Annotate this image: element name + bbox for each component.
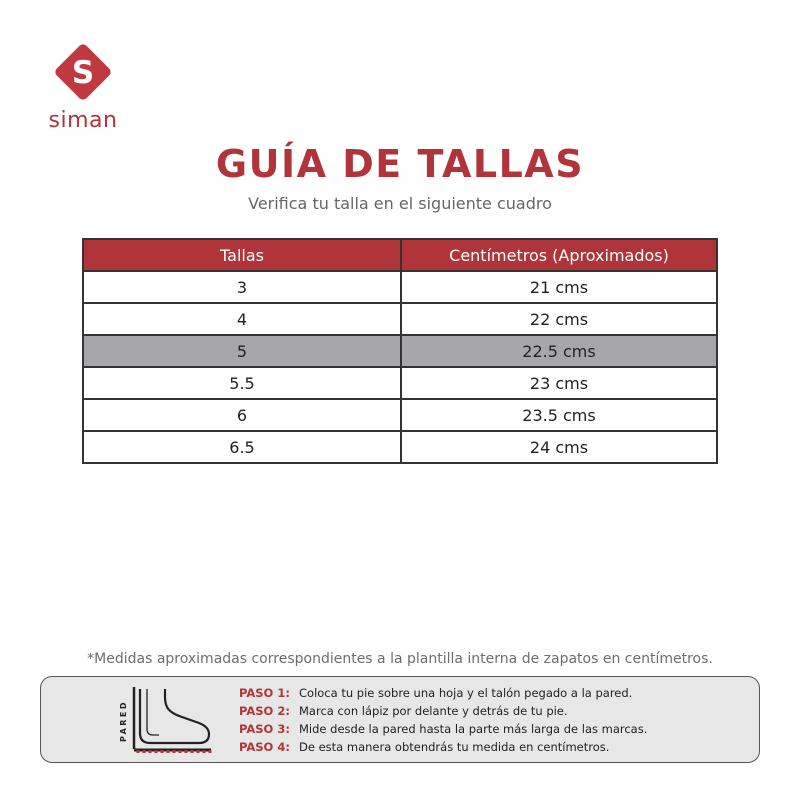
page-subtitle: Verifica tu talla en el siguiente cuadro (248, 194, 552, 213)
table-header-row (83, 239, 717, 271)
step-text: Coloca tu pie sobre una hoja y el talón pegado a la pared. (299, 686, 633, 700)
size-cell: 3 (83, 271, 401, 303)
brand-name: siman (48, 108, 118, 133)
step-text: Mide desde la pared hasta la parte más larga de las marcas. (299, 722, 648, 736)
step-label: PASO 2: (239, 704, 290, 718)
step-item (239, 738, 647, 756)
table-row (83, 271, 717, 303)
wall-label: PARED (119, 699, 128, 743)
table-row-highlighted (83, 335, 717, 367)
page-title: GUÍA DE TALLAS (215, 142, 585, 186)
step-item (239, 720, 647, 738)
siman-logo (47, 42, 119, 134)
size-cell: 6.5 (83, 431, 401, 463)
measurement-footnote: *Medidas aproximadas correspondientes a la plantilla interna de zapatos en centímetros. (87, 651, 713, 667)
cm-cell: 22 cms (401, 303, 717, 335)
table-row (83, 303, 717, 335)
step-item (239, 684, 647, 702)
cm-cell: 22.5 cms (401, 335, 717, 367)
table-row (83, 367, 717, 399)
column-header-tallas: Tallas (83, 239, 401, 271)
cm-cell: 23.5 cms (401, 399, 717, 431)
foot-against-wall-icon (117, 685, 217, 757)
size-cell: 6 (83, 399, 401, 431)
column-header-centimetros: Centímetros (Aproximados) (401, 239, 717, 271)
siman-logo-icon (53, 42, 113, 102)
step-text: Marca con lápiz por delante y detrás de tu pie. (299, 704, 568, 718)
step-label: PASO 3: (239, 722, 290, 736)
table-row (83, 399, 717, 431)
instructions-panel (40, 676, 760, 763)
step-text: De esta manera obtendrás tu medida en centímetros. (299, 740, 610, 754)
cm-cell: 24 cms (401, 431, 717, 463)
size-cell: 5 (83, 335, 401, 367)
step-label: PASO 4: (239, 740, 290, 754)
size-cell: 5.5 (83, 367, 401, 399)
size-cell: 4 (83, 303, 401, 335)
step-label: PASO 1: (239, 686, 290, 700)
size-chart-table (82, 238, 718, 464)
steps-list (239, 684, 647, 756)
table-row (83, 431, 717, 463)
logo-letter: S (71, 55, 95, 91)
cm-cell: 23 cms (401, 367, 717, 399)
step-item (239, 702, 647, 720)
cm-cell: 21 cms (401, 271, 717, 303)
